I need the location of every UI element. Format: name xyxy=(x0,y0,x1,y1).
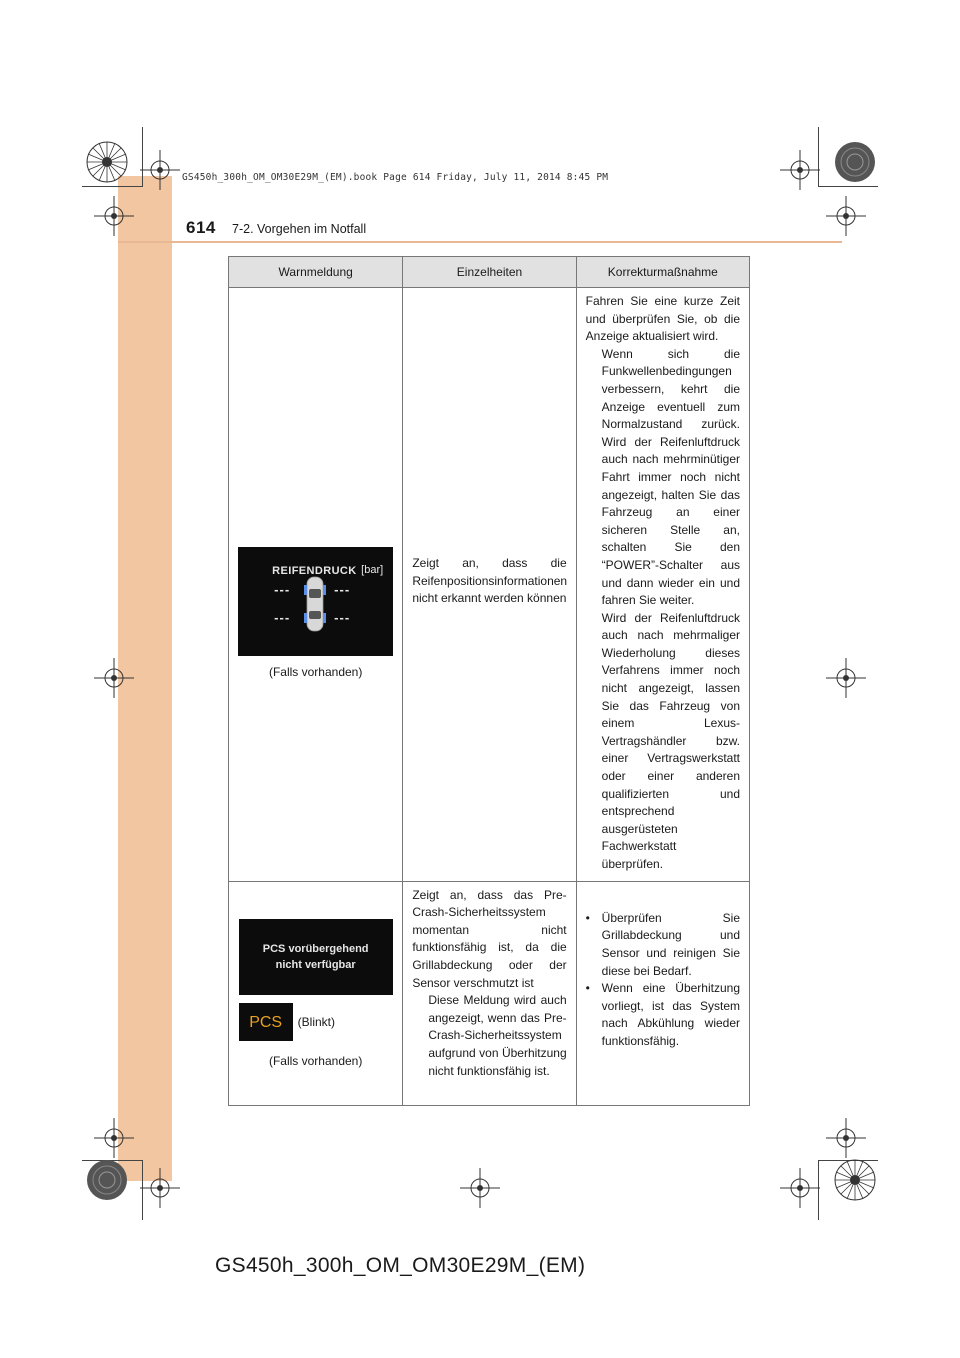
action-paragraph: Wird der Reifenluftdruck auch nach mehrmaliger Wiederholung dieses Verfahrens immer noch nicht angezeigt, lassen Sie das Fahrzeug von einem Lexus-Vertragshändler bzw. einer Vertragswerkstatt oder einer anderen qualifizierten und entsprechend ausgerüsteten Fachwerkstatt überprüfen. xyxy=(601,610,740,871)
display-title: REIFENDRUCK xyxy=(272,565,357,577)
table-header-row xyxy=(229,257,750,288)
action-cell xyxy=(576,288,749,882)
availability-note: (Falls vorhanden) xyxy=(268,1054,363,1069)
column-header: Einzelheiten xyxy=(403,257,576,288)
registration-mark-icon xyxy=(85,1158,129,1202)
crosshair-target-icon xyxy=(94,658,134,698)
tire-value-front-left: --- xyxy=(274,582,291,597)
crosshair-target-icon xyxy=(826,658,866,698)
availability-note: (Falls vorhanden) xyxy=(268,665,363,679)
crosshair-target-icon xyxy=(780,150,820,190)
details-text: Zeigt an, dass das Pre-Crash-Sicherheitssystem momentan nicht funktionsfähig ist, da die Grillabdeckung oder der Sensor verschmutzt ist xyxy=(412,887,567,990)
action-paragraph: Wenn sich die Funkwellenbedingungen verbessern, kehrt die Anzeige eventuell zum Normalzustand zurück. Wird der Reifenluftdruck auch nach mehrminütiger Fahrt immer noch nicht angezeigt, halten Sie das Fahrzeug an einer sicheren Stelle an, schalten Sie den “POWER”-Schalter aus und dann wieder ein und fahren Sie weiter. xyxy=(601,346,740,608)
crosshair-target-icon xyxy=(826,1118,866,1158)
warning-message-table xyxy=(228,256,750,1106)
book-info-header: GS450h_300h_OM_OM30E29M_(EM).book Page 614 Friday, July 11, 2014 8:45 PM xyxy=(182,172,609,183)
pcs-indicator-icon: PCS xyxy=(239,1003,293,1041)
display-line: nicht verfügbar xyxy=(275,959,356,972)
table-row xyxy=(229,288,750,882)
bullet-dot: • xyxy=(585,981,590,996)
table-row xyxy=(229,881,750,1105)
display-line: PCS vorübergehend xyxy=(262,943,369,956)
column-header: Warnmeldung xyxy=(229,257,403,288)
action-cell xyxy=(576,881,749,1105)
crosshair-target-icon xyxy=(94,196,134,236)
header-rule xyxy=(118,241,842,243)
action-intro: Fahren Sie eine kurze Zeit und überprüfen Sie, ob die Anzeige aktualisiert wird. xyxy=(585,294,740,344)
bullet-item xyxy=(586,980,740,1050)
details-cell xyxy=(403,881,576,1105)
registration-mark-icon xyxy=(85,140,129,184)
page-number: 614 xyxy=(186,218,216,237)
bullet-item xyxy=(586,910,740,980)
bullet-text: Wenn eine Überhitzung vorliegt, ist das System nach Abkühlung wieder funktionsfähig. xyxy=(601,981,740,1048)
bullet-text: Überprüfen Sie Grillabdeckung und Sensor und reinigen Sie diese bei Bedarf. xyxy=(601,910,740,978)
crosshair-target-icon xyxy=(826,196,866,236)
section-title: 7-2. Vorgehen im Notfall xyxy=(232,222,367,236)
details-text: Zeigt an, dass die Reifenpositionsinformationen nicht erkannt werden können xyxy=(412,555,568,606)
details-cell xyxy=(403,288,576,882)
warning-cell xyxy=(229,288,403,882)
crosshair-target-icon xyxy=(94,1118,134,1158)
tire-value-front-right: --- xyxy=(334,582,351,597)
registration-mark-icon xyxy=(833,1158,877,1202)
crosshair-target-icon xyxy=(140,150,180,190)
bullet-dot: • xyxy=(585,910,590,925)
blink-label: (Blinkt) xyxy=(297,1014,335,1029)
details-subtext: Diese Meldung wird auch angezeigt, wenn das Pre-Crash-Sicherheitssystem aufgrund von Überhitzung nicht funktionsfähig ist. xyxy=(428,993,567,1078)
crosshair-target-icon xyxy=(780,1168,820,1208)
crop-mark xyxy=(82,186,142,187)
column-header: Korrekturmaßnahme xyxy=(576,257,749,288)
tire-pressure-display xyxy=(238,547,393,656)
tire-value-rear-left: --- xyxy=(274,610,291,625)
warning-cell xyxy=(229,881,403,1105)
document-code: GS450h_300h_OM_OM30E29M_(EM) xyxy=(215,1254,586,1277)
crop-mark xyxy=(818,186,878,187)
car-top-view-icon xyxy=(304,575,326,633)
crosshair-target-icon xyxy=(460,1168,500,1208)
tire-value-rear-right: --- xyxy=(334,610,351,625)
display-unit: [bar] xyxy=(361,564,384,576)
pcs-message-display xyxy=(239,919,393,995)
registration-mark-icon xyxy=(833,140,877,184)
crosshair-target-icon xyxy=(140,1168,180,1208)
